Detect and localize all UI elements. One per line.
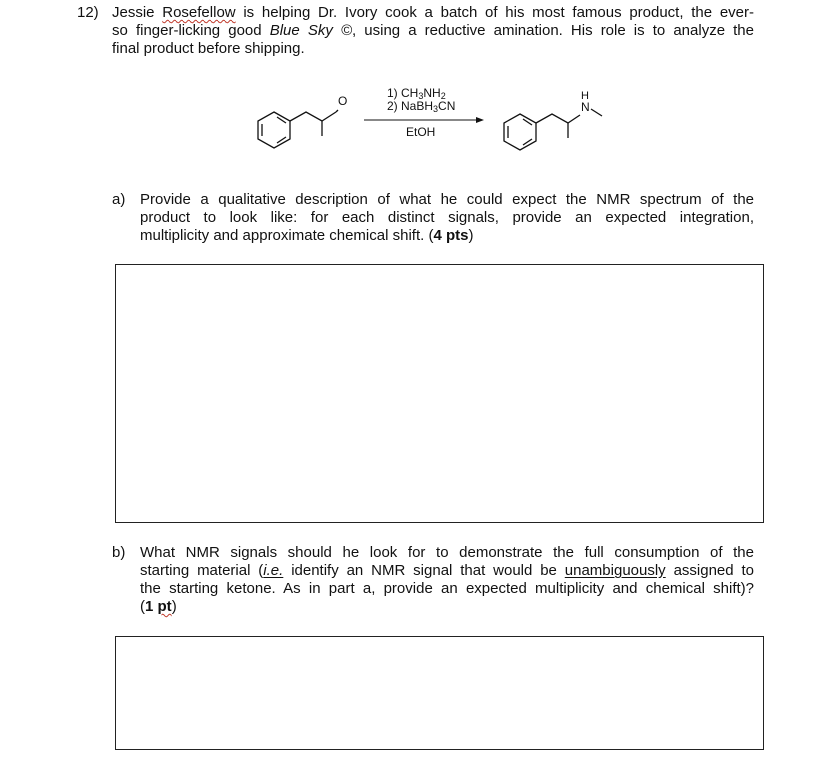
part-b-line-2: starting material (i.e. identify an NMR signal that would be unambiguously assigned to: [140, 562, 754, 579]
part-a-label: a): [112, 191, 126, 208]
text-segment: is helping Dr. Ivory cook a batch of his most famous product, the ever-: [235, 4, 754, 21]
amine-chain: [536, 109, 602, 138]
ketone-oxygen: O: [338, 94, 348, 108]
spellcheck-name: Rosefellow: [162, 4, 236, 21]
reagent-step-2: 2) NaBH$_3$CN: [387, 99, 456, 114]
amine-nitrogen: N: [581, 100, 590, 114]
benzene-ring-starting: [258, 112, 290, 148]
amine-hydrogen: H: [581, 90, 589, 102]
part-b-line-3: the starting ketone. As in part a, provide an expected multiplicity and chemical shift)?: [140, 580, 754, 597]
product-name: Blue Sky ©: [269, 22, 352, 39]
ketone-chain: [290, 110, 338, 136]
benzene-ring-product: [504, 114, 536, 150]
points-value: 4 pts: [433, 227, 469, 244]
part-a-line-2: product to look like: for each distinct signals, provide an expected integration,: [140, 209, 754, 226]
question-line-3: final product before shipping.: [112, 40, 305, 57]
text-segment: so finger-licking good: [112, 22, 270, 39]
text-segment: , using a reductive amination. His role is to analyze the: [352, 22, 754, 39]
part-b-line-4: (1 pt): [140, 598, 177, 615]
points-value: 1 pt: [145, 598, 172, 615]
text-segment: Jessie: [112, 4, 163, 21]
part-b-line-1: What NMR signals should he look for to demonstrate the full consumption of the: [140, 544, 754, 561]
part-a-line-1: Provide a qualitative description of what he could expect the NMR spectrum of the: [140, 191, 754, 208]
answer-box-b[interactable]: [115, 636, 764, 750]
question-line-1: [112, 4, 754, 22]
reagent-step-1: 1) $CH_3NH_2$: [387, 86, 446, 101]
solvent-label: EtOH: [406, 125, 436, 139]
ie-abbrev: i.e.: [263, 562, 284, 579]
part-b-label: b): [112, 544, 126, 561]
question-number: 12): [77, 4, 99, 21]
reaction-arrow: [364, 117, 484, 123]
emphasis-unambiguously: unambiguously: [564, 562, 666, 579]
part-a-line-3: multiplicity and approximate chemical shift. (4 pts): [140, 227, 474, 244]
answer-box-a[interactable]: [115, 264, 764, 523]
question-line-2: [112, 22, 754, 40]
